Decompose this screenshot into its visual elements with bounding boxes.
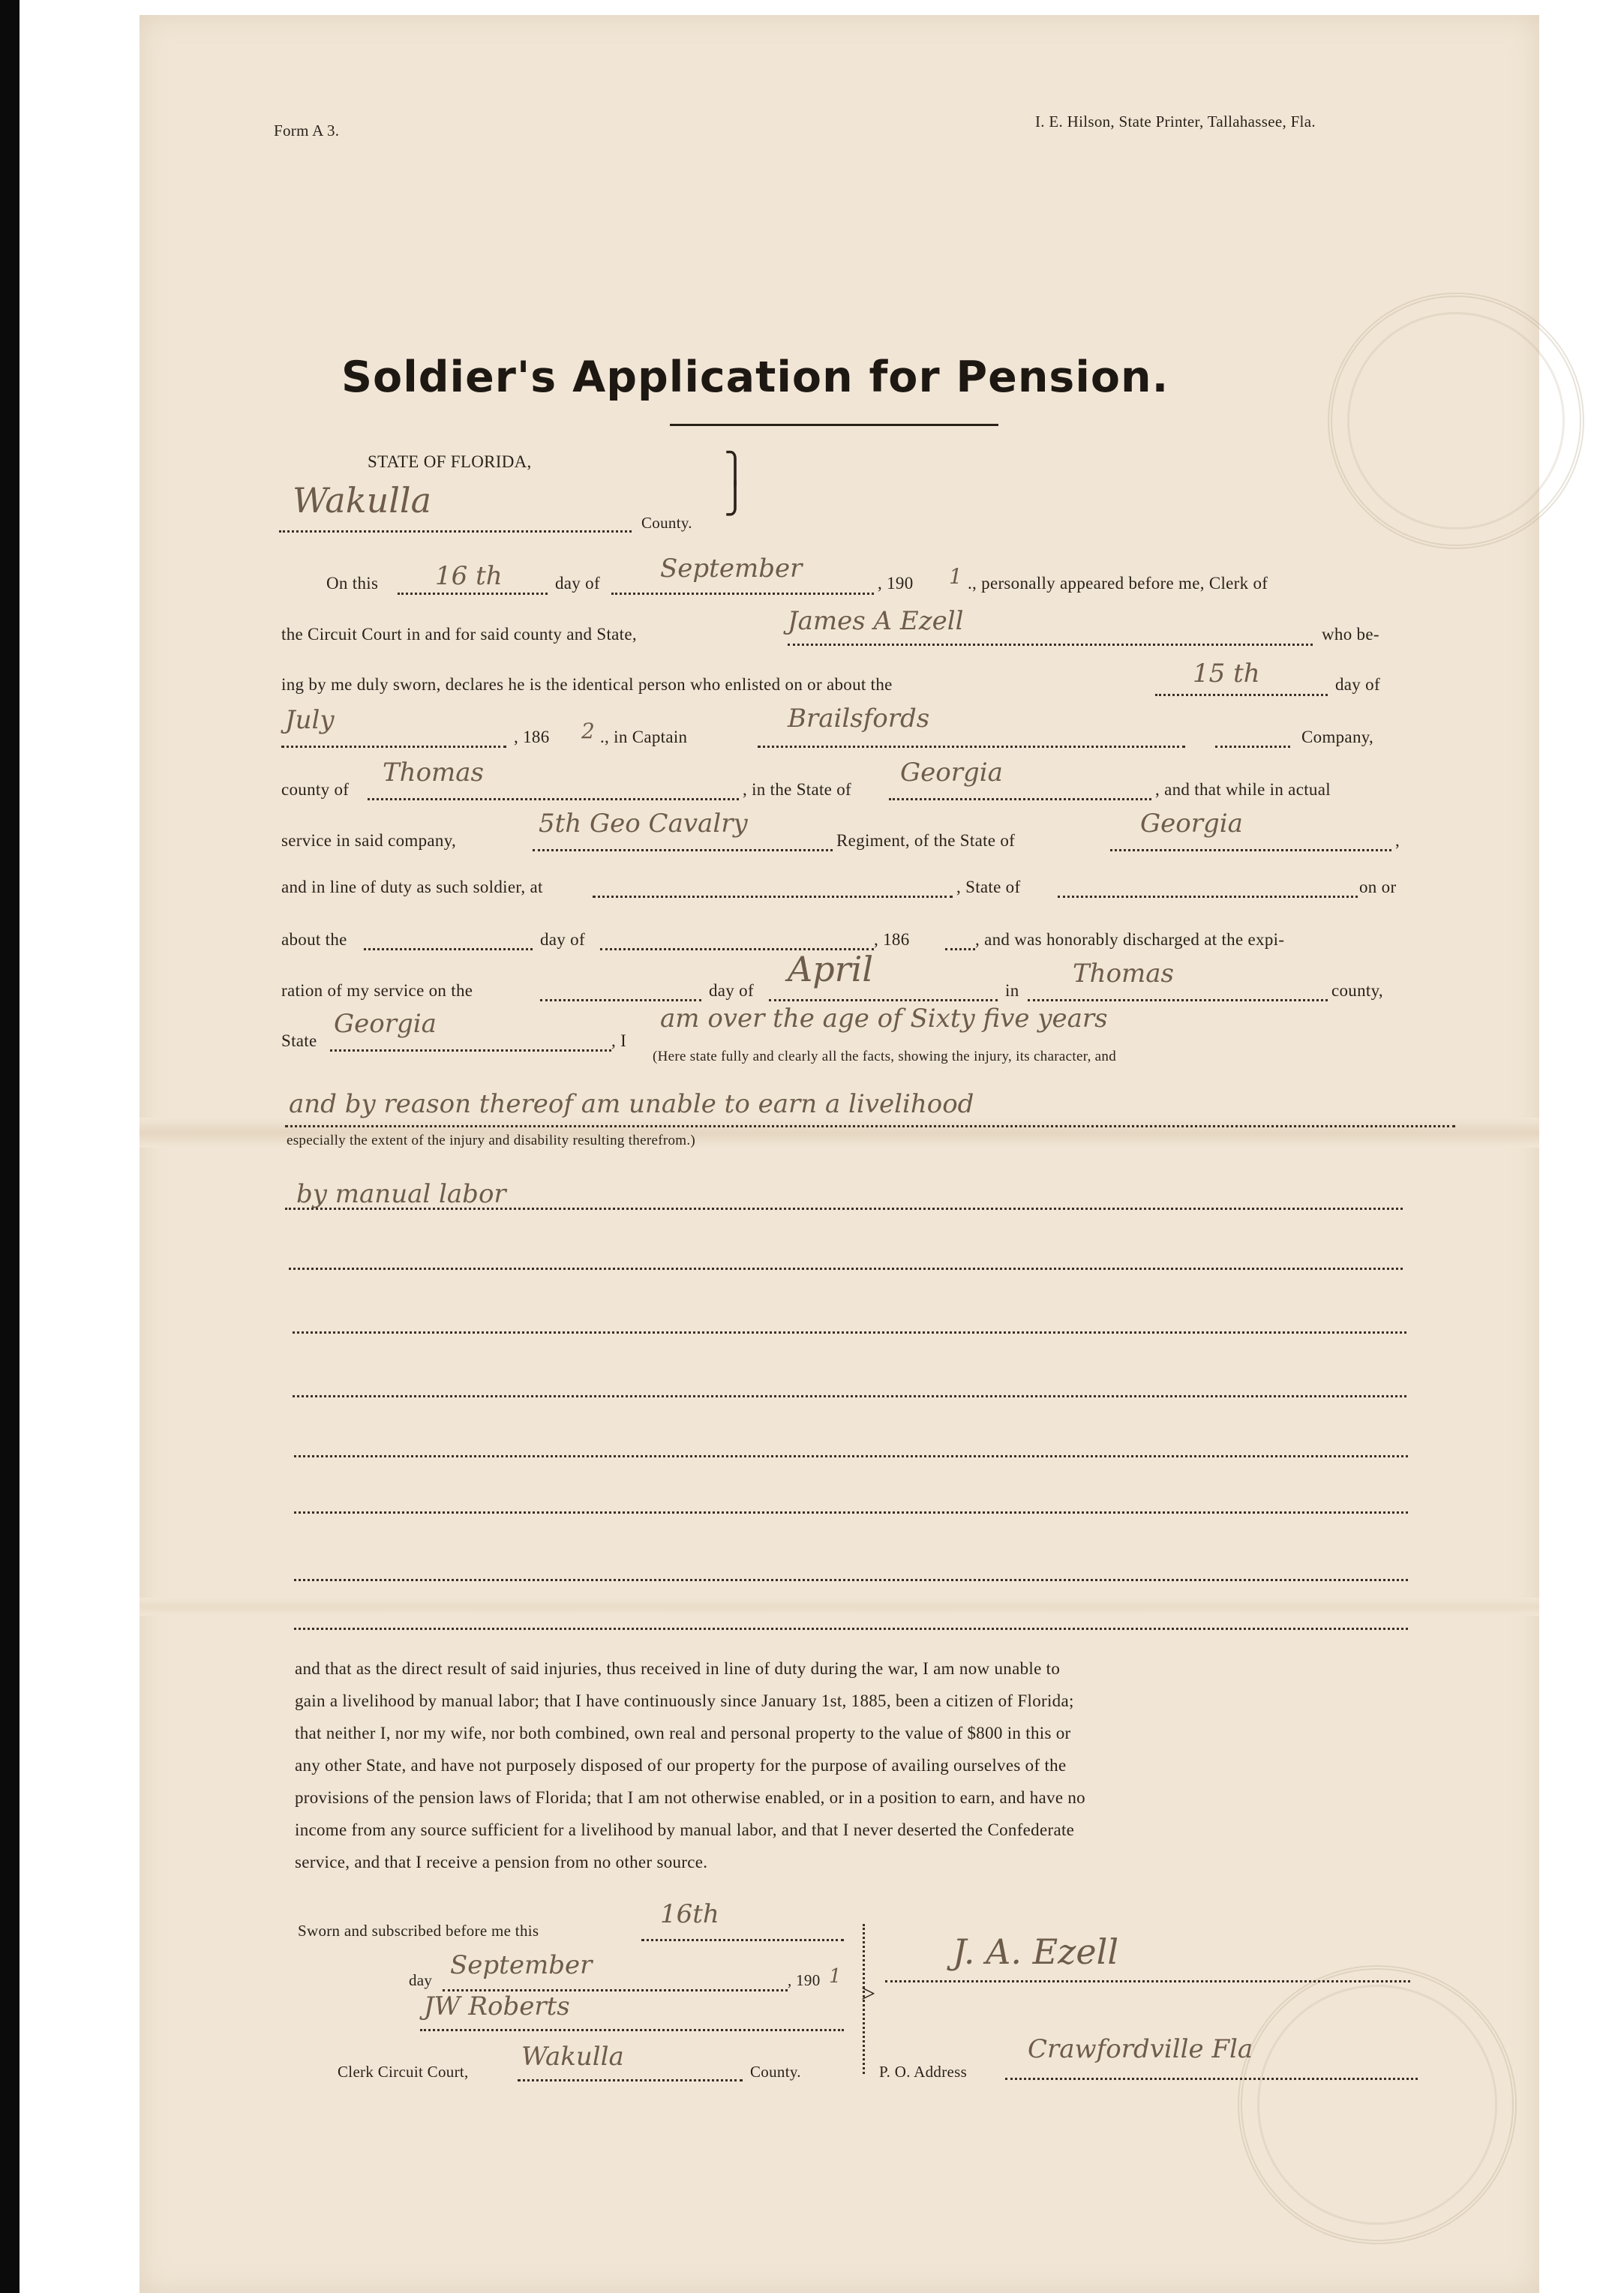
day-handwritten: 16 th	[435, 561, 503, 591]
declaration-line: income from any source sufficient for a livelihood by manual labor, and that I never deserted the Confederate	[295, 1820, 1075, 1839]
instruction-text: (Here state fully and clearly all the facts, showing the injury, its character, and	[653, 1049, 1117, 1064]
blank-line	[294, 1628, 1408, 1630]
blank-line	[293, 1395, 1406, 1397]
page-title: Soldier's Application for Pension.	[341, 353, 1169, 402]
applicant-signature: J. A. Ezell	[953, 1931, 1119, 1972]
po-address-handwritten: Crawfordville Fla	[1028, 2034, 1253, 2064]
declaration-line: provisions of the pension laws of Florida; that I am not otherwise enabled, or in a position to earn, and have no	[295, 1788, 1085, 1807]
county-line	[279, 530, 632, 533]
declaration-line: and that as the direct result of said injuries, thus received in line of duty during the war, I am now unable to	[295, 1659, 1061, 1678]
clerk-signature: JW Roberts	[424, 1991, 570, 2021]
scan-border	[0, 0, 20, 2293]
venue-brace: ⎫ ⎭	[724, 452, 746, 515]
statement-line-1: am over the age of Sixty five years	[660, 1004, 1108, 1034]
fold-crease	[140, 1598, 1539, 1616]
declaration-line: service, and that I receive a pension from no other source.	[295, 1853, 708, 1871]
blank-line	[294, 1511, 1408, 1514]
state-label: STATE OF FLORIDA,	[368, 452, 532, 471]
blank-line	[293, 1331, 1406, 1334]
county-label: County.	[641, 514, 692, 532]
declaration-line: gain a livelihood by manual labor; that I have continuously since January 1st, 1885, been a citizen of Florida;	[295, 1691, 1074, 1710]
blank-line	[294, 1579, 1408, 1581]
applicant-name-handwritten: James A Ezell	[788, 606, 964, 636]
regiment-handwritten: 5th Geo Cavalry	[539, 809, 748, 839]
embossed-seal	[1328, 293, 1584, 549]
declaration-line: any other State, and have not purposely disposed of our property for the purpose of availing ourselves of the	[295, 1756, 1067, 1775]
declaration-line: that neither I, nor my wife, nor both combined, own real and personal property to the value of $800 in this or	[295, 1724, 1071, 1742]
month-handwritten: September	[660, 554, 803, 584]
printer-credit: I. E. Hilson, State Printer, Tallahassee, Fla.	[1035, 113, 1316, 131]
statement-line-2: and by reason thereof am unable to earn a livelihood	[289, 1089, 974, 1119]
county-handwritten: Wakulla	[293, 480, 432, 521]
blank-line	[294, 1455, 1408, 1457]
statement-line-3: by manual labor	[296, 1179, 506, 1209]
form-number: Form A 3.	[274, 122, 340, 140]
text-on-this: On this	[326, 574, 379, 593]
blank-line	[289, 1268, 1403, 1270]
title-rule	[670, 424, 998, 426]
embossed-seal	[1238, 1965, 1517, 2244]
